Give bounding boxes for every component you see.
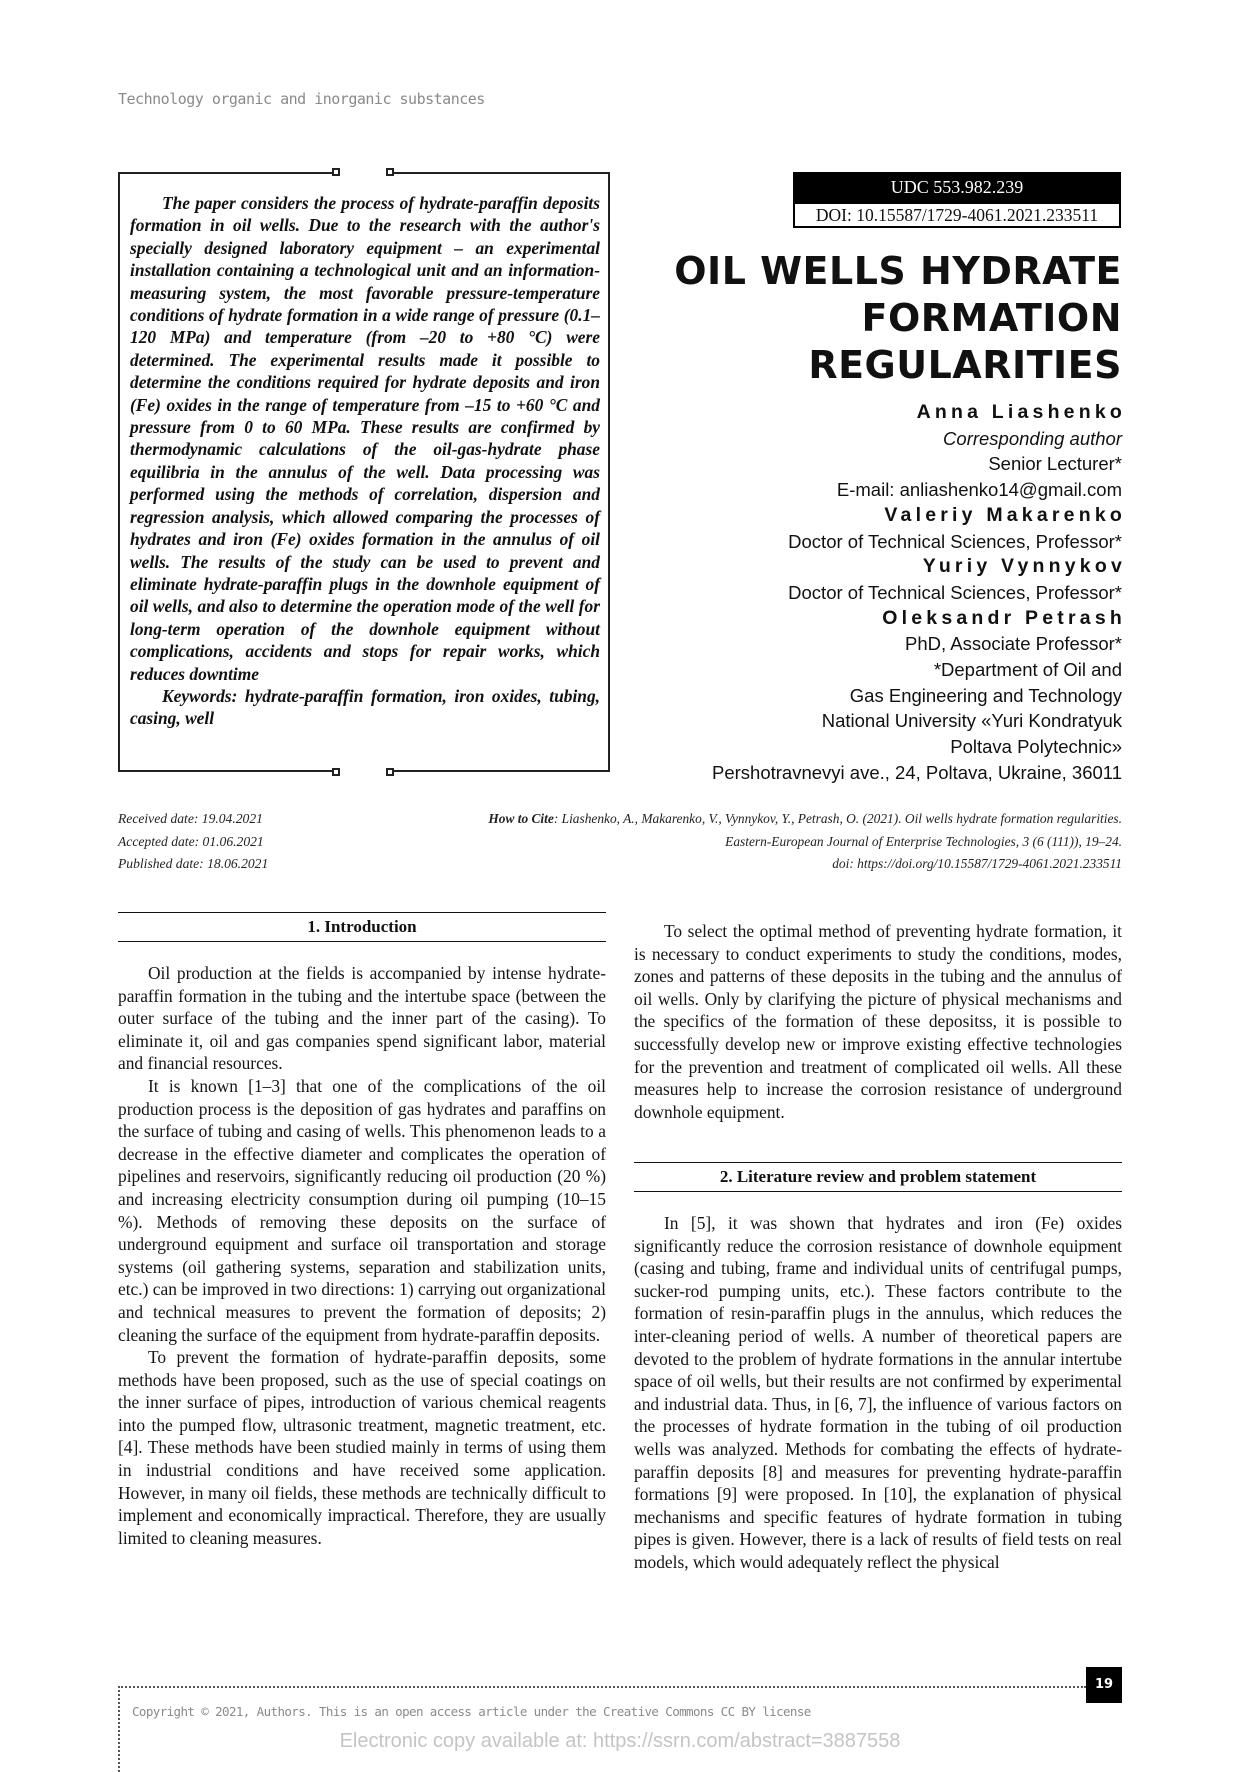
abstract-text: The paper considers the process of hydrate-paraffin deposits formation in oil wells. Due to the research with the author's specially designed laboratory equipment – an experimental installation containing a technological unit and an information-measuring system, the most favorable pressure-temperature conditions of hydrate formation in a wide range of pressure (0.1–120 MPa) and temperature (from –20 to +80 °C) were determined. The experimental results made it possible to determine the conditions required for hydrate deposits and iron (Fe) oxides in the range of temperature from –15 to +60 °C and pressure from 0 to 60 MPa. These results are confirmed by thermodynamic calculations of the oil-gas-hydrate phase equilibria in the annulus of the well. Data processing was performed using the methods of correlation, dispersion and regression analysis, which allowed comparing the processes of hydrates and iron (Fe) oxides formation in the annulus of oil wells. The results of the study can be used to prevent and eliminate hydrate-paraffin plugs in the downhole equipment of oil wells, and also to determine the operation mode of the well for long-term operation of the downhole equipment without complications, accidents and stops for repair works, which reduces downtime (130, 193, 600, 684)
frame-square-icon (332, 168, 340, 176)
page-number: 19 (1086, 1667, 1122, 1703)
section-heading-introduction: 1. Introduction (118, 912, 606, 942)
copyright-notice: Copyright © 2021, Authors. This is an open access article under the Creative Commons CC BY license (132, 1704, 811, 1719)
author-name: Oleksandr Petrash (882, 606, 1126, 629)
article-title (602, 248, 1122, 389)
frame-square-icon (332, 768, 340, 776)
introduction-body (118, 962, 606, 1549)
author-name: Anna Liashenko (916, 401, 1126, 423)
frame-square-icon (386, 768, 394, 776)
footer-divider (118, 1686, 1086, 1688)
article-dates (118, 808, 268, 876)
received-date: Received date: 19.04.2021 (118, 811, 263, 826)
cite-journal: Eastern-European Journal of Enterprise Technologies, 3 (6 (111)), 19–24. (725, 833, 1122, 849)
author-role: Doctor of Technical Sciences, Professor* (788, 530, 1122, 552)
literature-review-body (634, 1212, 1122, 1574)
author-email[interactable]: E-mail: anliashenko14@gmail.com (836, 479, 1122, 501)
abstract-box (118, 172, 610, 772)
affiliation-line: National University «Yuri Kondratyuk (821, 710, 1122, 732)
published-date: Published date: 18.06.2021 (118, 856, 269, 871)
paragraph: Oil production at the fields is accompanied by intense hydrate-paraffin formation in the tubing and the intertube space (between the outer surface of the tubing and the inner part of the casing). To eliminate it, oil and gas companies spend significant labor, material and financial resources. (118, 963, 606, 1074)
udc-label: UDC 553.982.239 (793, 172, 1121, 202)
section-heading-literature-review: 2. Literature review and problem statement (634, 1162, 1122, 1192)
footer-divider-vertical (118, 1686, 120, 1772)
paragraph: It is known [1–3] that one of the complications of the oil production process is the deposition of gas hydrates and paraffins on the surface of tubing and casing of wells. This phenomenon leads to a decrease in the effective diameter and complicates the operation of pipelines and reservoirs, significantly reducing oil production (20 %) and increasing electricity consumption during oil pumping (10–15 %). Methods of removing these deposits on the surface of underground equipment and surface oil transportation and storage systems (oil gathering systems, separation and stabilization units, etc.) can be improved in two directions: 1) carrying out organizational and technical measures to prevent the formation of deposits; 2) cleaning the surface of the equipment from hydrate-paraffin deposits. (118, 1075, 606, 1345)
cite-label: How to Cite (488, 811, 554, 826)
author-role: PhD, Associate Professor* (905, 633, 1122, 655)
title-line: FORMATION (861, 296, 1122, 340)
author-block (562, 400, 1126, 786)
running-head: Technology organic and inorganic substances (118, 90, 485, 108)
frame-gap-top (338, 170, 390, 176)
affiliation-line: Gas Engineering and Technology (849, 684, 1122, 706)
title-line: REGULARITIES (808, 343, 1122, 387)
title-line: OIL WELLS HYDRATE (674, 249, 1122, 293)
author-role: Doctor of Technical Sciences, Professor* (788, 581, 1122, 603)
affiliation-line: *Department of Oil and (933, 659, 1122, 681)
author-name: Valeriy Makarenko (884, 503, 1126, 526)
doi-label: DOI: 10.15587/1729-4061.2021.233511 (793, 202, 1121, 228)
author-role: Senior Lecturer* (988, 453, 1122, 475)
frame-gap-bottom (338, 768, 390, 774)
frame-square-icon (386, 168, 394, 176)
ssrn-watermark: Electronic copy available at: https://ssrn.com/abstract=3887558 (339, 1730, 901, 1752)
keywords: Keywords: hydrate-paraffin formation, iron oxides, tubing, casing, well (130, 685, 600, 729)
affiliation-line: Pershotravnevyi ave., 24, Poltava, Ukraine, 36011 (712, 761, 1122, 783)
paragraph: In [5], it was shown that hydrates and iron (Fe) oxides significantly reduce the corrosion resistance of downhole equipment (casing and tubing, frame and individual units of centrifugal pumps, sucker-rod pumping units, etc.). These factors contribute to the formation of resin-paraffin plugs in the annulus, which reduces the inter-cleaning period of wells. A number of theoretical papers are devoted to the problem of hydrate formations in the annular intertube space of oil wells, but their results are not confirmed by experimental and industrial data. Thus, in [6, 7], the influence of various factors on the processes of hydrate formation in the tubing of oil production wells was analyzed. Methods for combating the effects of hydrate-paraffin deposits [8] and measures for preventing hydrate-paraffin formations [9] were proposed. In [10], the explanation of physical mechanisms and specific features of hydrate formation in tubing pipes is given. However, there is a lack of results of field tests on real models, which would adequately reflect the physical (634, 1213, 1122, 1572)
author-name: Yuriy Vynnykov (922, 555, 1126, 578)
how-to-cite (362, 808, 1122, 876)
introduction-body-continued (634, 920, 1122, 1123)
abstract (130, 192, 600, 730)
author-role: Corresponding author (943, 427, 1122, 449)
affiliation-line: Poltava Polytechnic» (950, 736, 1122, 758)
cite-doi-link[interactable]: doi: https://doi.org/10.15587/1729-4061.2021.233511 (832, 856, 1122, 871)
cite-text: : Liashenko, A., Makarenko, V., Vynnykov, Y., Petrash, O. (2021). Oil wells hydrate formation regularities. (553, 811, 1122, 826)
paragraph: To prevent the formation of hydrate-paraffin deposits, some methods have been proposed, such as the use of special coatings on the inner surface of pipes, introduction of various chemical reagents into the pumped flow, ultrasonic treatment, magnetic treatment, etc. [4]. These methods have been studied mainly in terms of using them in industrial conditions and have received some application. However, in many oil fields, these methods are technically difficult to implement and economically impractical. Therefore, they are usually limited to cleaning measures. (118, 1347, 606, 1548)
paragraph: To select the optimal method of preventing hydrate formation, it is necessary to conduct experiments to study the conditions, modes, zones and patterns of these deposits in the tubing and the annulus of oil wells. Only by clarifying the picture of physical mechanisms and the specifics of the formation of these depositss, it is possible to successfully develop new or improve existing effective technologies for the prevention and treatment of complicated oil wells. All these measures help to increase the corrosion resistance of underground downhole equipment. (634, 921, 1122, 1122)
accepted-date: Accepted date: 01.06.2021 (118, 833, 264, 849)
